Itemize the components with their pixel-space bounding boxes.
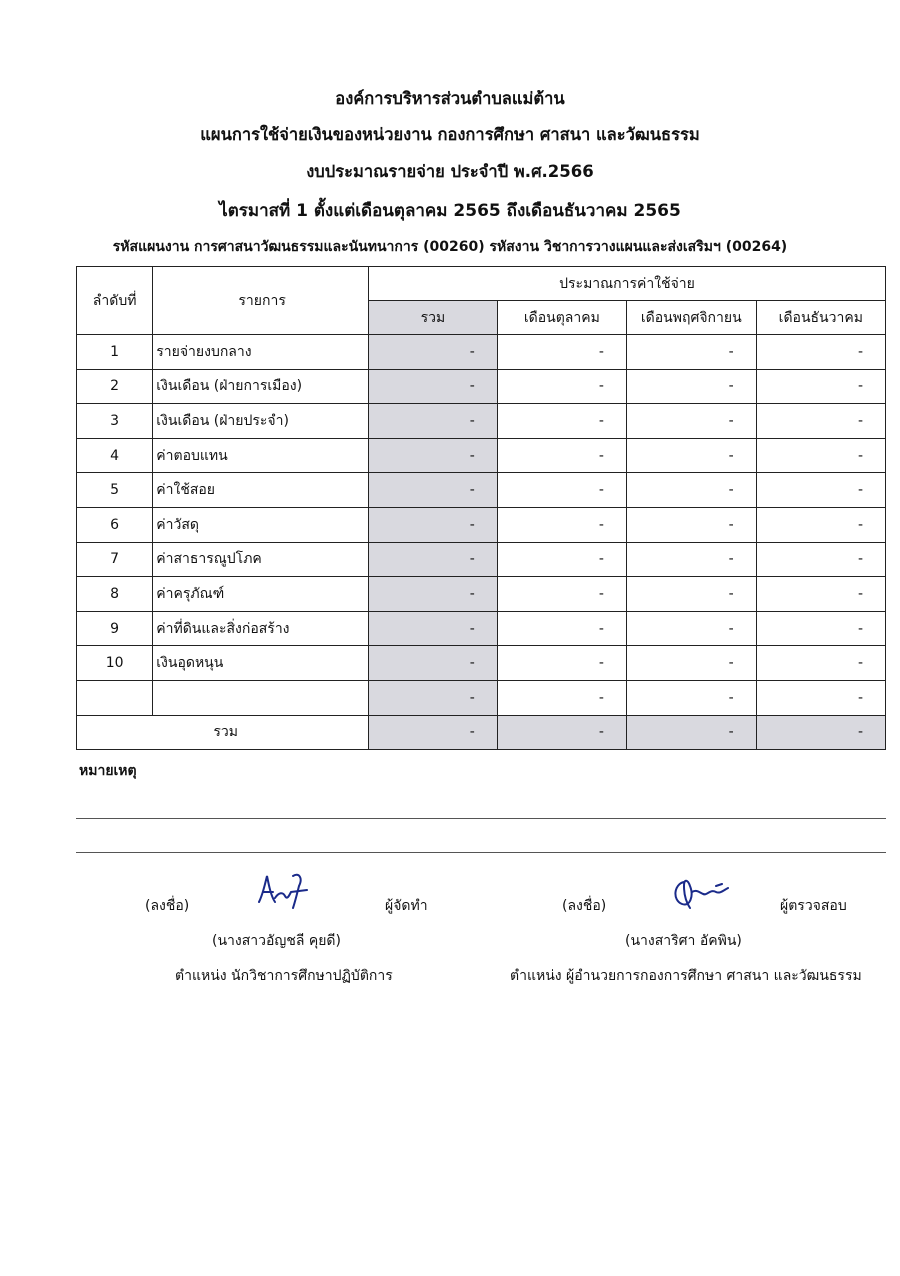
row-november: - <box>626 438 756 473</box>
left-signer-position: ตำแหน่ง นักวิชาการศึกษาปฏิบัติการ <box>175 968 393 984</box>
row-item: ค่าใช้สอย <box>153 473 369 508</box>
row-no: 9 <box>77 611 153 646</box>
row-no: 2 <box>77 369 153 404</box>
sum-label: รวม <box>77 715 369 750</box>
row-item: ค่าครุภัณฑ์ <box>153 577 369 612</box>
row-october: - <box>497 473 626 508</box>
left-sign-label: (ลงชื่อ) <box>145 898 190 914</box>
header-december: เดือนธันวาคม <box>756 301 885 335</box>
row-total: - <box>369 646 498 681</box>
row-november: - <box>626 369 756 404</box>
table-row <box>77 577 886 612</box>
right-signer-position: ตำแหน่ง ผู้อำนวยการกองการศึกษา ศาสนา และวัฒนธรรม <box>510 968 862 984</box>
row-total: - <box>369 473 498 508</box>
row-total: - <box>369 611 498 646</box>
row-november: - <box>626 611 756 646</box>
row-no: 10 <box>77 646 153 681</box>
right-handwritten-signature <box>668 872 734 912</box>
plan-codes: รหัสแผนงาน การศาสนาวัฒนธรรมและนันทนาการ (00260) รหัสงาน วิชาการวางแผนและส่งเสริมฯ (00264) <box>112 239 788 255</box>
row-no: 8 <box>77 577 153 612</box>
table-row <box>77 507 886 542</box>
row-total: - <box>369 542 498 577</box>
row-december: - <box>756 507 885 542</box>
sum-total: - <box>369 715 498 750</box>
row-december: - <box>756 542 885 577</box>
left-handwritten-signature <box>255 872 315 910</box>
sum-october: - <box>497 715 626 750</box>
header-estimate-group: ประมาณการค่าใช้จ่าย <box>369 267 886 301</box>
row-november: - <box>626 646 756 681</box>
row-november: - <box>626 335 756 370</box>
row-november: - <box>626 473 756 508</box>
header-item: รายการ <box>153 267 369 335</box>
row-item: ค่าตอบแทน <box>153 438 369 473</box>
row-october: - <box>497 404 626 439</box>
row-october: - <box>497 335 626 370</box>
right-signer-name: (นางสาริศา อัคพิน) <box>625 933 742 949</box>
row-october: - <box>497 577 626 612</box>
row-total: - <box>369 404 498 439</box>
row-item: ค่าที่ดินและสิ่งก่อสร้าง <box>153 611 369 646</box>
row-december: - <box>756 680 885 715</box>
row-no: 1 <box>77 335 153 370</box>
row-december: - <box>756 369 885 404</box>
row-no: 7 <box>77 542 153 577</box>
plan-title: แผนการใช้จ่ายเงินของหน่วยงาน กองการศึกษา ศาสนา และวัฒนธรรม <box>200 125 700 144</box>
row-total: - <box>369 680 498 715</box>
header-no: ลำดับที่ <box>77 267 153 335</box>
row-december: - <box>756 473 885 508</box>
row-november: - <box>626 542 756 577</box>
row-october: - <box>497 507 626 542</box>
row-december: - <box>756 438 885 473</box>
remark-line-2 <box>76 852 886 853</box>
org-title: องค์การบริหารส่วนตำบลแม่ต้าน <box>335 89 565 108</box>
row-december: - <box>756 611 885 646</box>
row-november: - <box>626 680 756 715</box>
row-november: - <box>626 507 756 542</box>
row-october: - <box>497 611 626 646</box>
row-no: 6 <box>77 507 153 542</box>
row-october: - <box>497 542 626 577</box>
sum-december: - <box>756 715 885 750</box>
row-total: - <box>369 335 498 370</box>
budget-table <box>76 266 886 750</box>
table-row <box>77 680 886 715</box>
row-item: ค่าสาธารณูปโภค <box>153 542 369 577</box>
row-total: - <box>369 507 498 542</box>
header-total: รวม <box>369 301 498 335</box>
table-row <box>77 335 886 370</box>
row-no: 4 <box>77 438 153 473</box>
quarter-title: ไตรมาสที่ 1 ตั้งแต่เดือนตุลาคม 2565 ถึงเดือนธันวาคม 2565 <box>219 201 681 221</box>
row-october: - <box>497 369 626 404</box>
row-item: เงินเดือน (ฝ่ายประจำ) <box>153 404 369 439</box>
table-row <box>77 646 886 681</box>
row-item: ค่าวัสดุ <box>153 507 369 542</box>
row-total: - <box>369 577 498 612</box>
remark-label: หมายเหตุ <box>79 763 137 779</box>
row-december: - <box>756 577 885 612</box>
table-row <box>77 369 886 404</box>
row-december: - <box>756 335 885 370</box>
table-row <box>77 404 886 439</box>
row-november: - <box>626 577 756 612</box>
row-item: รายจ่ายงบกลาง <box>153 335 369 370</box>
row-october: - <box>497 680 626 715</box>
sum-row <box>77 715 886 750</box>
sum-november: - <box>626 715 756 750</box>
right-role: ผู้ตรวจสอบ <box>780 898 847 914</box>
left-role: ผู้จัดทำ <box>385 898 428 914</box>
budget-year-title: งบประมาณรายจ่าย ประจำปี พ.ศ.2566 <box>306 162 594 181</box>
row-november: - <box>626 404 756 439</box>
table-row <box>77 438 886 473</box>
remark-line-1 <box>76 818 886 819</box>
row-no <box>77 680 153 715</box>
row-total: - <box>369 438 498 473</box>
table-row <box>77 542 886 577</box>
header-october: เดือนตุลาคม <box>497 301 626 335</box>
row-no: 3 <box>77 404 153 439</box>
left-signer-name: (นางสาวอัญชลี คุยดี) <box>212 933 341 949</box>
row-october: - <box>497 646 626 681</box>
right-sign-label: (ลงชื่อ) <box>562 898 607 914</box>
row-total: - <box>369 369 498 404</box>
row-no: 5 <box>77 473 153 508</box>
row-item: เงินอุดหนุน <box>153 646 369 681</box>
row-december: - <box>756 646 885 681</box>
table-row <box>77 611 886 646</box>
table-row <box>77 473 886 508</box>
row-item <box>153 680 369 715</box>
header-november: เดือนพฤศจิกายน <box>626 301 756 335</box>
row-december: - <box>756 404 885 439</box>
row-october: - <box>497 438 626 473</box>
row-item: เงินเดือน (ฝ่ายการเมือง) <box>153 369 369 404</box>
